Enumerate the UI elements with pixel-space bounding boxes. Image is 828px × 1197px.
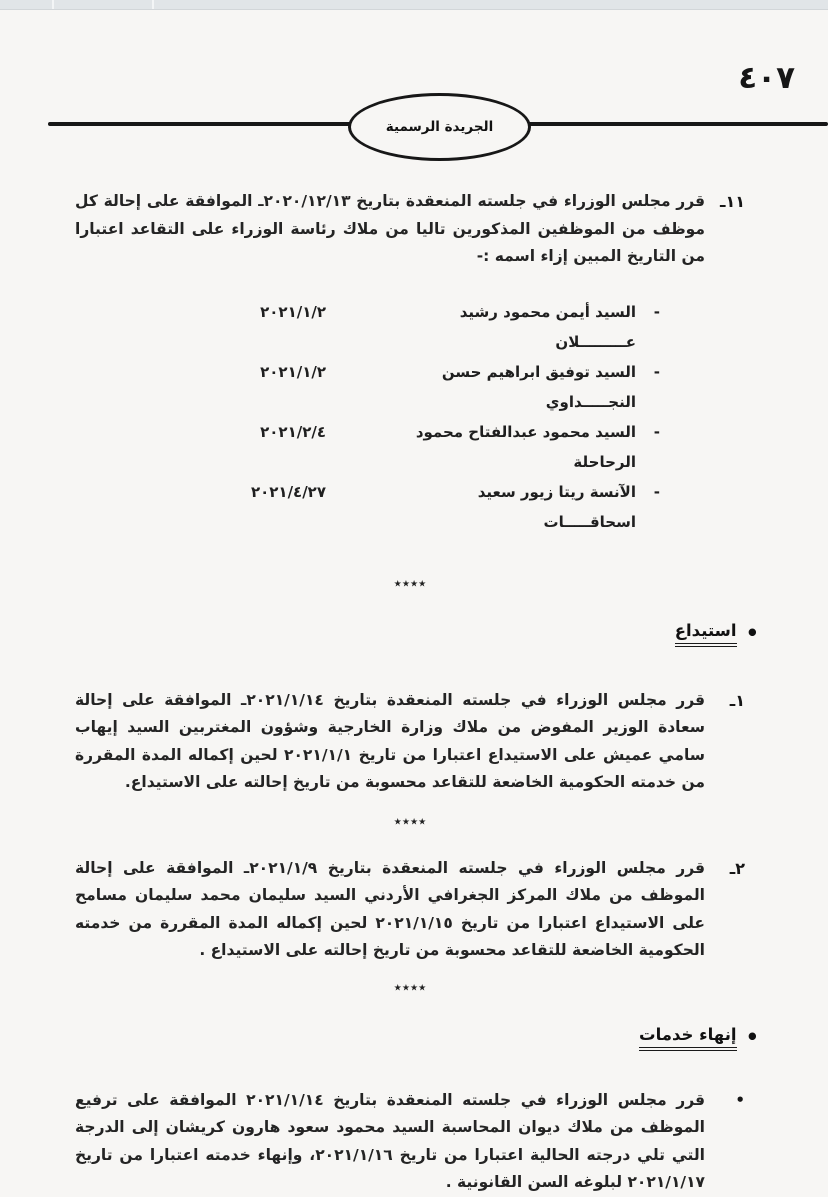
istida-decree-1-text: قرر مجلس الوزراء في جلسته المنعقدة بتاريخ ٢٠٢١/١/١٤ـ الموافقة على إحالة سعادة الوزير المفوض من ملاك وزارة الخارجية وشؤون المغتربين السيد إيهاب سامي عميش على الاستيداع اعتبارا من تاريخ ٢٠٢١/١/١ لحين إكماله المدة المقررة من خدمته الحكومية الخاضعة للتقاعد محسوبة من تاريخ إحالته على الاستيداع. <box>75 690 706 791</box>
retiree-name: الآنسة ريتا زيور سعيد اسحاقـــــات <box>477 482 636 531</box>
dash-marker: - <box>653 422 660 441</box>
retiree-row <box>75 357 660 417</box>
istida-decree-2 <box>75 855 745 965</box>
retirement-date: ٢٠٢١/٢/٤ <box>260 422 326 441</box>
dash-marker: - <box>653 482 660 501</box>
decree-11-text: قرر مجلس الوزراء في جلسته المنعقدة بتاريخ ٢٠٢٠/١٢/١٣ـ الموافقة على إحالة كل موظف من الموظفين المذكورين تاليا من ملاك رئاسة الوزراء على التقاعد اعتبارا من التاريخ المبين إزاء اسمه :- <box>75 192 705 265</box>
retirement-date: ٢٠٢١/١/٢ <box>260 302 326 321</box>
retiree-name: السيد محمود عبدالفتاح محمود الرحاحلة <box>415 422 636 471</box>
retirees-list <box>75 297 660 537</box>
inha-decree-1-bullet: • <box>735 1090 745 1109</box>
stars-separator: ٭٭٭٭ <box>393 977 427 996</box>
dash-marker: - <box>653 362 660 381</box>
stars-separator: ٭٭٭٭ <box>393 811 427 830</box>
retiree-row <box>75 417 660 477</box>
retirement-date: ٢٠٢١/١/٢ <box>260 362 326 381</box>
section-title-istida: استيداع <box>675 621 737 647</box>
dash-marker: - <box>653 302 660 321</box>
page-number: ٤٠٧ <box>738 60 795 96</box>
retiree-name: السيد توفيق ابراهيم حسن النجـــــداوي <box>441 362 636 411</box>
retiree-row <box>75 477 660 537</box>
section-title-inha: إنهاء خدمات <box>639 1025 737 1051</box>
retiree-row <box>75 297 660 357</box>
gazette-page <box>0 10 828 1191</box>
decree-item-11 <box>75 188 745 271</box>
page-content <box>75 188 759 1197</box>
gazette-title: الجريدة الرسمية <box>385 119 494 135</box>
istida-decree-1 <box>75 687 745 797</box>
section-heading-inha <box>75 1025 759 1051</box>
istida-decree-2-number: ٢ـ <box>729 858 745 878</box>
strip-divider <box>152 0 154 9</box>
bullet-icon: • <box>745 1025 759 1049</box>
strip-divider <box>52 0 54 9</box>
inha-decree-1 <box>75 1087 745 1197</box>
retirement-date: ٢٠٢١/٤/٢٧ <box>250 482 326 501</box>
section-heading-istida <box>75 621 759 647</box>
istida-decree-1-number: ١ـ <box>729 690 745 710</box>
viewer-top-strip <box>0 0 828 10</box>
gazette-header-banner <box>0 93 828 155</box>
istida-decree-2-text: قرر مجلس الوزراء في جلسته المنعقدة بتاريخ ٢٠٢١/١/٩ـ الموافقة على إحالة الموظف من ملاك المركز الجغرافي الأردني السيد سليمان محمد سليمان مسامح على الاستيداع اعتبارا من تاريخ ٢٠٢١/١/١٥ لحين إكماله المدة المقررة من خدمته الحكومية الخاضعة للتقاعد محسوبة من تاريخ إحالته على الاستيداع . <box>75 858 705 959</box>
retiree-name: السيد أيمن محمود رشيد عـــــــــلان <box>459 302 636 351</box>
inha-decree-1-text: قرر مجلس الوزراء في جلسته المنعقدة بتاريخ ٢٠٢١/١/١٤ الموافقة على ترفيع الموظف من ملاك ديوان المحاسبة السيد محمود سعود هارون كريشان إلى الدرجة التي تلي درجته الحالية اعتبارا من تاريخ ٢٠٢١/١/١٦، وإنهاء خدمته اعتبارا من تاريخ ٢٠٢١/١/١٧ لبلوغه السن القانونية . <box>75 1090 705 1191</box>
stars-separator: ٭٭٭٭ <box>393 573 427 592</box>
decree-11-number: ١١ـ <box>720 192 745 211</box>
header-oval <box>348 93 531 161</box>
bullet-icon: • <box>745 621 759 645</box>
